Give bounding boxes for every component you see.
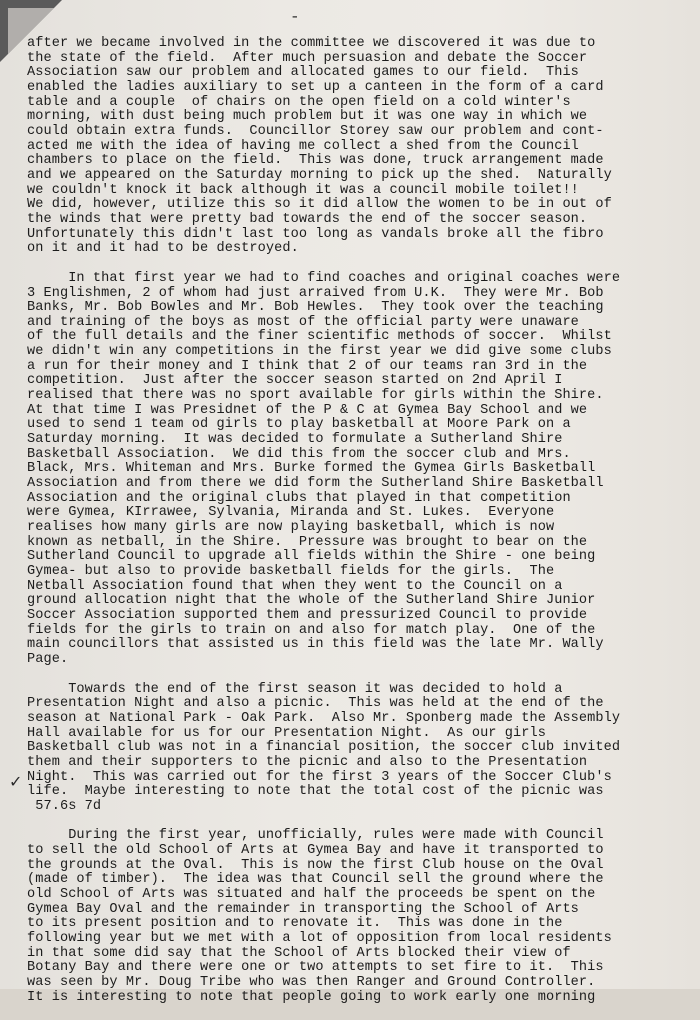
text-line: Page. [27, 651, 69, 667]
text-line: Presentation Night and also a picnic. This was held at the end of the [27, 696, 604, 712]
top-page-mark: - [290, 8, 300, 26]
text-line: realised that there was no sport available for girls within the Shire. [27, 388, 604, 404]
text-line: Unfortunately this didn't last too long as vandals broke all the fibro [27, 226, 604, 242]
document-body [27, 37, 647, 1020]
text-line: Association and the original clubs that played in that competition [27, 490, 571, 506]
text-line: were Gymea, KIrrawee, Sylvania, Miranda and St. Lukes. Everyone [27, 505, 555, 521]
text-line: we couldn't knock it back although it was a council mobile toilet!! [27, 182, 579, 198]
text-line: them and their supporters to the picnic and also to the Presentation [27, 754, 588, 770]
text-line: Hall available for us for our Presentation Night. As our girls [27, 725, 546, 741]
text-line: main councillors that assisted us in this field was the late Mr. Wally [27, 637, 604, 653]
text-line: Basketball club was not in a financial position, the soccer club invited [27, 740, 621, 756]
text-line: Botany Bay and there were one or two attempts to set fire to it. This [27, 960, 604, 976]
text-line: the grounds at the Oval. This is now the first Club house on the Oval [27, 857, 604, 873]
text-line: in that some did say that the School of Arts blocked their view of [27, 945, 571, 961]
text-line: 3 Englishmen, 2 of whom had just arraived from U.K. They were Mr. Bob [27, 285, 604, 301]
text-line: life. Maybe interesting to note that the total cost of the picnic was [27, 784, 604, 800]
text-line: Association and from there we did form the Sutherland Shire Basketball [27, 476, 604, 492]
text-line: (made of timber). The idea was that Council sell the ground where the [27, 872, 604, 888]
text-line: Soccer Association supported them and pressurized Council to provide [27, 607, 588, 623]
text-line: a run for their money and I think that 2 of our teams ran 3rd in the [27, 358, 588, 374]
text-line: It is interesting to note that people going to work early one morning [27, 989, 596, 1005]
text-line: acted me with the idea of having me collect a shed from the Council [27, 138, 579, 154]
text-line: At that time I was Presidnet of the P & C at Gymea Bay School and we [27, 402, 588, 418]
text-line: Gymea- but also to provide basketball fields for the girls. The [27, 563, 555, 579]
text-line: Netball Association found that when they went to the Council on a [27, 578, 563, 594]
text-line: and training of the boys as most of the official party were unaware [27, 314, 579, 330]
text-line: and we appeared on the Saturday morning to pick up the shed. Naturally [27, 167, 612, 183]
text-line: We did, however, utilize this so it did allow the women to be in out of [27, 197, 612, 213]
text-line: after we became involved in the committee we discovered it was due to [27, 36, 596, 51]
text-line: known as netball, in the Shire. Pressure was brought to bear on the [27, 534, 588, 550]
text-line: Black, Mrs. Whiteman and Mrs. Burke formed the Gymea Girls Basketball [27, 461, 596, 477]
text-line: the winds that were pretty bad towards the end of the soccer season. [27, 211, 588, 227]
text-line: morning, with dust being much problem but it was one way in which we [27, 109, 588, 125]
text-line: table and a couple of chairs on the open field on a cold winter's [27, 94, 571, 110]
text-line: season at National Park - Oak Park. Also Mr. Sponberg made the Assembly [27, 710, 621, 726]
text-line: Towards the end of the first season it was decided to hold a [27, 681, 563, 697]
text-line: Saturday morning. It was decided to formulate a Sutherland Shire [27, 432, 563, 448]
text-line: we didn't win any competitions in the first year we did give some clubs [27, 344, 612, 360]
text-line: could obtain extra funds. Councillor Storey saw our problem and cont- [27, 123, 604, 139]
text-line: During the first year, unofficially, rules were made with Council [27, 828, 604, 844]
paragraph [27, 37, 647, 257]
paragraph [27, 829, 647, 1005]
text-line: competition. Just after the soccer season started on 2nd April I [27, 373, 563, 389]
text-line: to sell the old School of Arts at Gymea Bay and have it transported to [27, 843, 604, 859]
text-line: enabled the ladies auxiliary to set up a canteen in the form of a card [27, 79, 604, 95]
text-line: the state of the field. After much persuasion and debate the Soccer [27, 50, 588, 66]
text-line: Basketball Association. We did this from the soccer club and Mrs. [27, 446, 571, 462]
text-line: In that first year we had to find coaches and original coaches were [27, 270, 621, 286]
text-line: Banks, Mr. Bob Bowles and Mr. Bob Hewles. They took over the teaching [27, 300, 604, 316]
text-line: ground allocation night that the whole of the Sutherland Shire Junior [27, 593, 596, 609]
text-line: was seen by Mr. Doug Tribe who was then Ranger and Ground Controller. [27, 975, 596, 991]
text-line: Night. This was carried out for the first 3 years of the Soccer Club's [27, 769, 612, 785]
text-line: used to send 1 team od girls to play basketball at Moore Park on a [27, 417, 571, 433]
text-line: chambers to place on the field. This was done, truck arrangement made [27, 153, 604, 169]
text-line: fields for the girls to train on and also for match play. One of the [27, 622, 596, 638]
paragraph [27, 683, 647, 815]
text-line: following year but we met with a lot of opposition from local residents [27, 931, 612, 947]
paragraph [27, 272, 647, 668]
text-line: Association saw our problem and allocated games to our field. This [27, 65, 579, 81]
text-line: Sutherland Council to upgrade all fields within the Shire - one being [27, 549, 596, 565]
text-line: of the full details and the finer scientific methods of soccer. Whilst [27, 329, 612, 345]
text-line: to its present position and to renovate it. This was done in the [27, 916, 563, 932]
text-line: 57.6s 7d [27, 798, 102, 814]
text-line: on it and it had to be destroyed. [27, 241, 299, 257]
text-line: realises how many girls are now playing basketball, which is now [27, 520, 555, 535]
text-line: old School of Arts was situated and half the proceeds be spent on the [27, 887, 596, 903]
margin-tick-mark: ✓ [9, 772, 23, 791]
text-line: Gymea Bay Oval and the remainder in transporting the School of Arts [27, 901, 579, 917]
